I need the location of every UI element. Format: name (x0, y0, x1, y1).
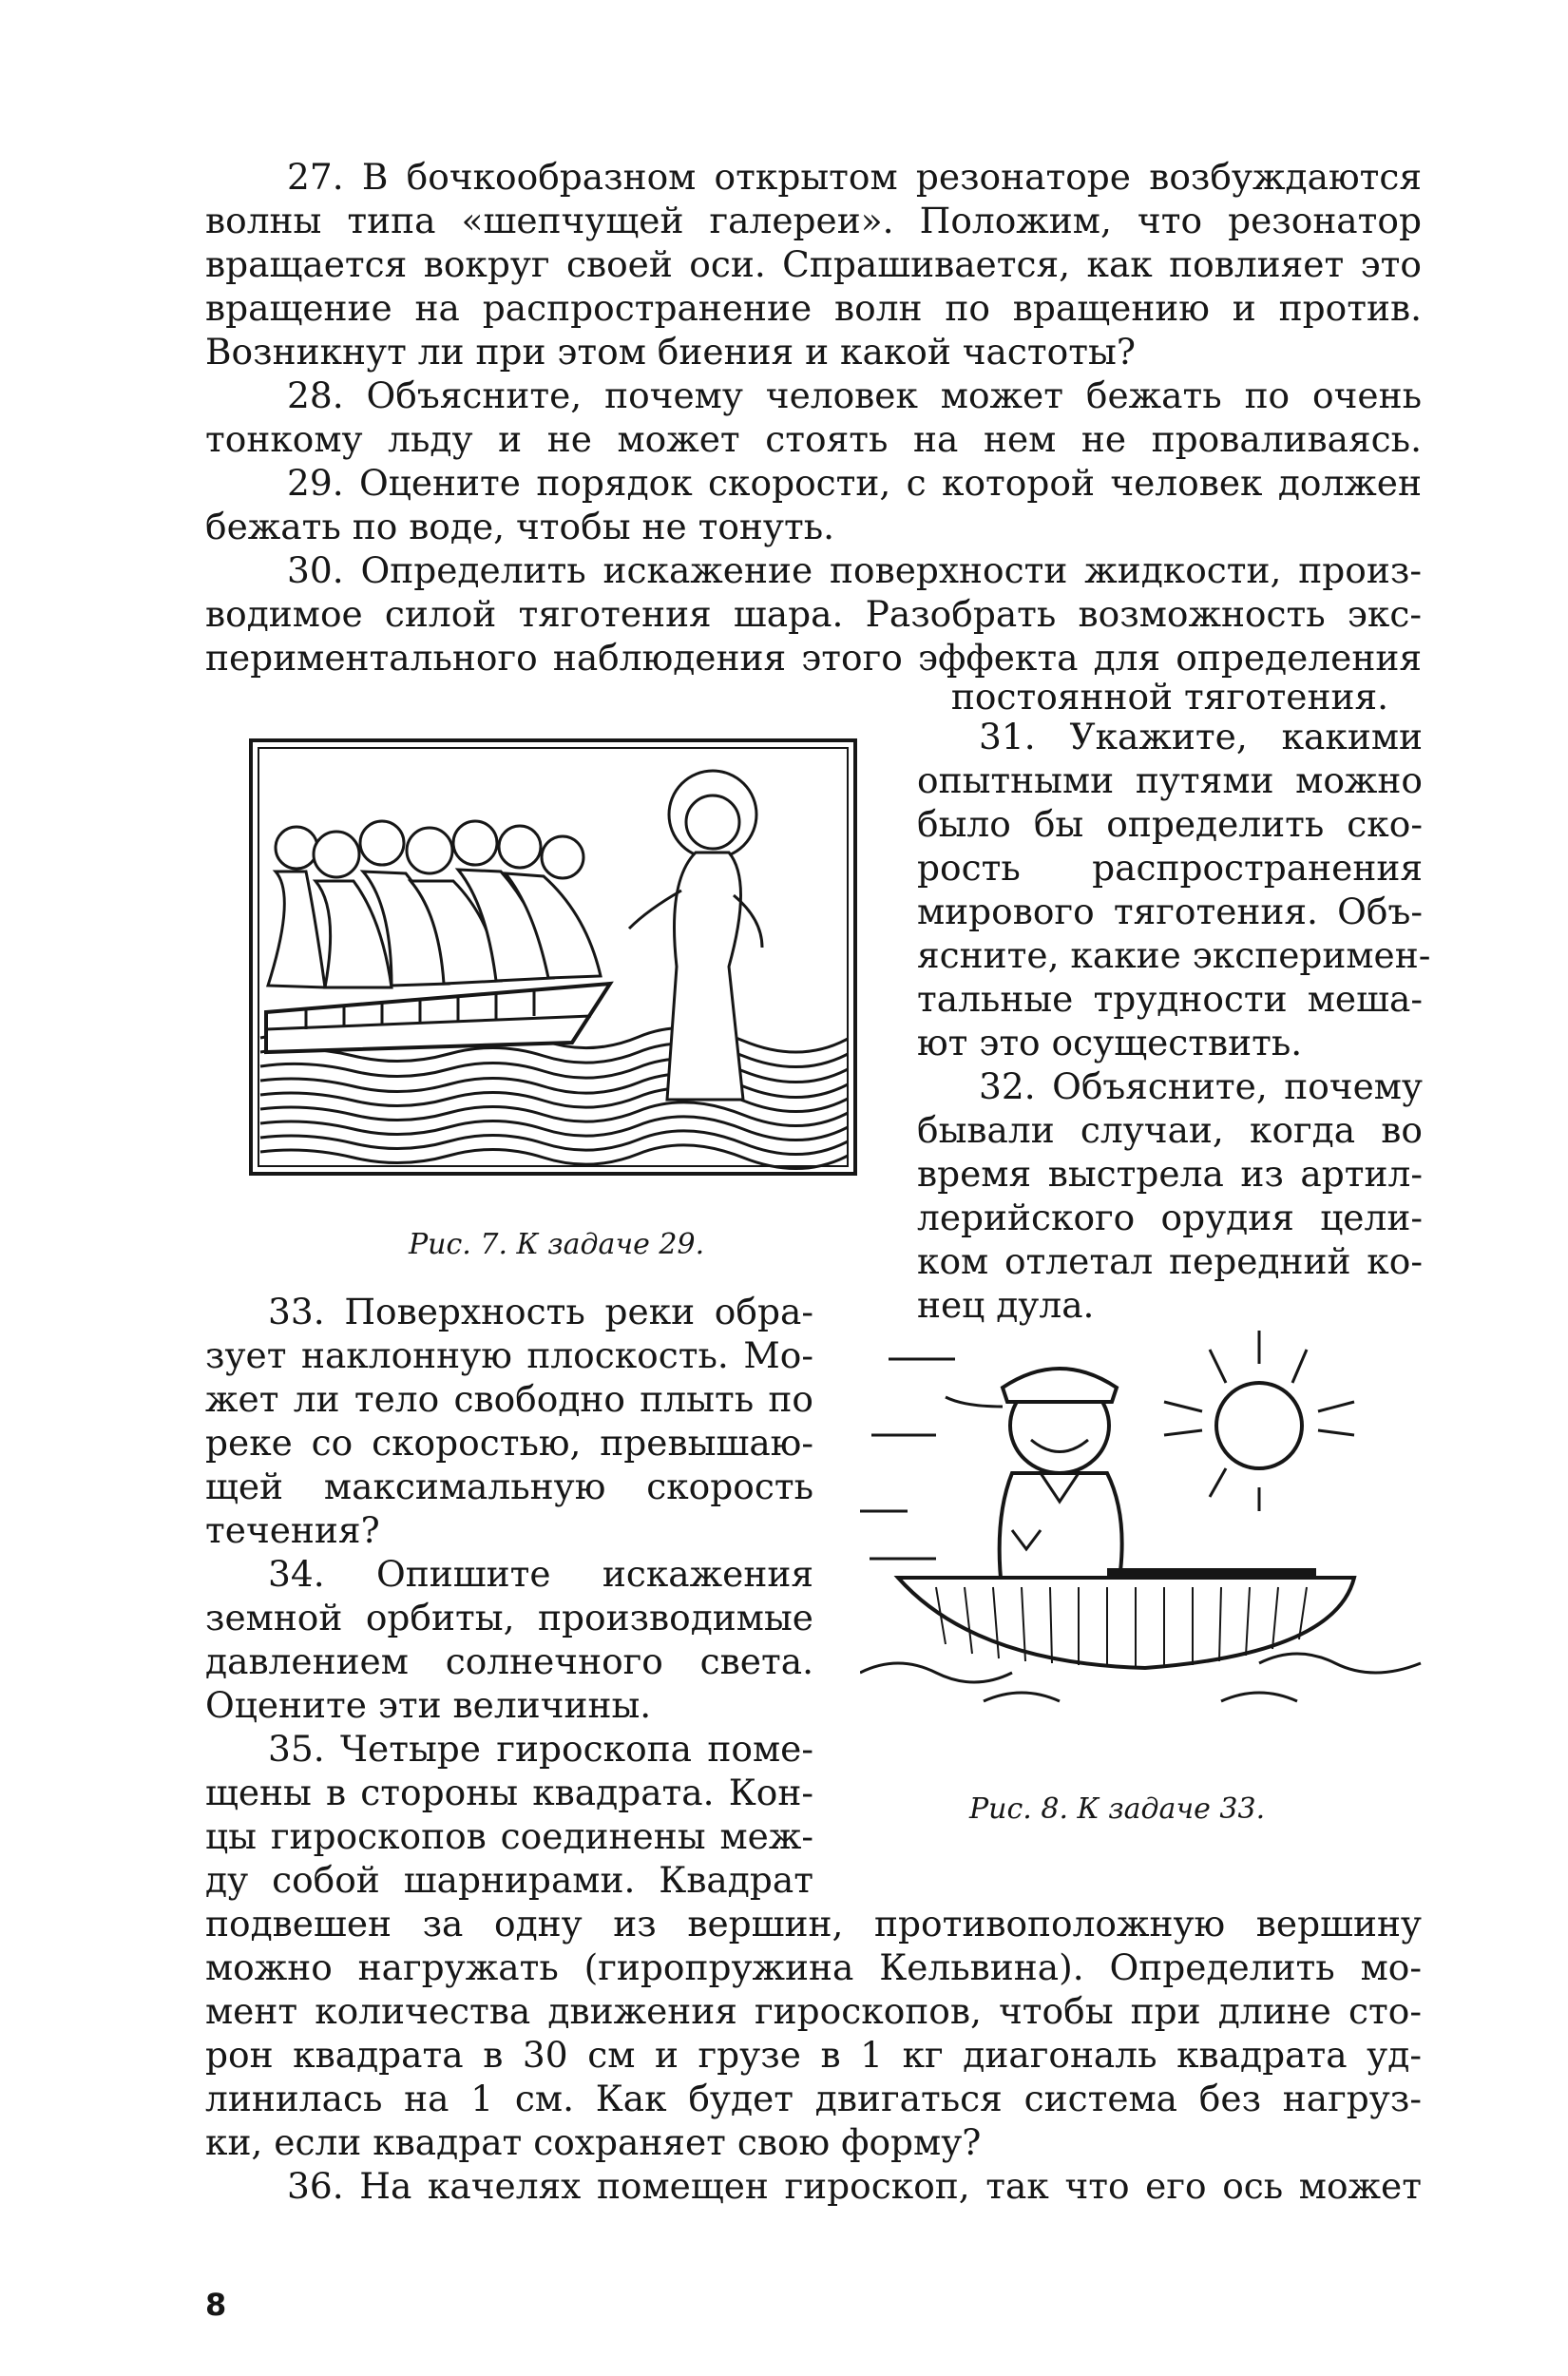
problem-35-line-8: рон квадрата в 30 см и грузе в 1 кг диагональ квадрата уд- (205, 2034, 1422, 2076)
problem-34-line-3: давлением солнечного света. (205, 1640, 813, 1682)
problem-34-line-1: 34. Опишите искажения (268, 1553, 813, 1595)
problem-31-line-5: мирового тяготения. Объ- (917, 891, 1423, 932)
figure-8-caption: Рис. 8. К задаче 33. (969, 1792, 1266, 1826)
problem-30-line-2: водимое силой тяготения шара. Разобрать возможность экс- (205, 593, 1422, 635)
problem-33-line-4: реке со скоростью, превышаю- (205, 1422, 813, 1464)
problem-28-line-2: тонкому льду и не может стоять на нем не проваливаясь. (205, 418, 1422, 460)
problem-31-line-7: тальные трудности меша- (917, 978, 1423, 1020)
page-number: 8 (205, 2287, 227, 2323)
problem-32-line-1: 32. Объясните, почему (979, 1065, 1423, 1107)
figure-7-caption: Рис. 7. К задаче 29. (409, 1228, 705, 1261)
problem-32-line-6: нец дула. (917, 1284, 1095, 1326)
problem-31-line-6: ясните, какие эксперимен- (917, 934, 1431, 976)
problem-31-line-4: рость распространения (917, 847, 1423, 889)
problem-27-line-5: Возникнут ли при этом биения и какой частоты? (205, 331, 1136, 373)
problem-35-line-9: линилась на 1 см. Как будет двигаться система без нагруз- (205, 2078, 1422, 2119)
problem-31-line-2: опытными путями можно (917, 759, 1423, 801)
problem-33-line-6: течения? (205, 1509, 380, 1551)
figure-8-illustration (860, 1312, 1430, 1730)
problem-27-line-1: 27. В бочкообразном открытом резонаторе возбуждаются (287, 156, 1422, 198)
problem-35-line-7: мент количества движения гироскопов, чтобы при длине сто- (205, 1990, 1422, 2032)
problem-35-line-5: подвешен за одну из вершин, противоположную вершину (205, 1903, 1422, 1945)
problem-35-line-4: ду собой шарнирами. Квадрат (205, 1859, 813, 1901)
problem-31-line-3: было бы определить ско- (917, 803, 1423, 845)
problem-28-line-1: 28. Объясните, почему человек может бежать по очень (287, 374, 1422, 416)
problem-30-line-4: постоянной тяготения. (950, 676, 1389, 718)
problem-27-line-2: волны типа «шепчущей галереи». Положим, что резонатор (205, 200, 1422, 241)
problem-34-line-4: Оцените эти величины. (205, 1684, 652, 1726)
problem-29-line-1: 29. Оцените порядок скорости, с которой человек должен (287, 462, 1422, 504)
problem-32-line-2: бывали случаи, когда во (917, 1109, 1423, 1151)
problem-31-line-1: 31. Укажите, какими (979, 716, 1423, 757)
problem-30-line-1: 30. Определить искажение поверхности жидкости, произ- (287, 549, 1422, 591)
figure-7-illustration (249, 738, 857, 1176)
problem-31-line-8: ют это осуществить. (917, 1022, 1303, 1063)
problem-35-line-2: щены в стороны квадрата. Кон- (205, 1772, 813, 1813)
problem-30-line-3: периментального наблюдения этого эффекта для определения (205, 637, 1422, 679)
problem-27-line-3: вращается вокруг своей оси. Спрашивается, как повлияет это (205, 243, 1422, 285)
problem-33-line-2: зует наклонную плоскость. Мо- (205, 1334, 813, 1376)
problem-35-line-6: можно нагружать (гиропружина Кельвина). Определить мо- (205, 1946, 1422, 1988)
problem-33-line-3: жет ли тело свободно плыть по (205, 1378, 813, 1420)
problem-33-line-5: щей максимальную скорость (205, 1466, 813, 1507)
problem-33-line-1: 33. Поверхность реки обра- (268, 1291, 813, 1332)
problem-35-line-3: цы гироскопов соединены меж- (205, 1815, 813, 1857)
problem-35-line-1: 35. Четыре гироскопа поме- (268, 1728, 813, 1770)
problem-32-line-4: лерийского орудия цели- (917, 1197, 1423, 1238)
problem-36-line-1: 36. На качелях помещен гироскоп, так что его ось может (287, 2165, 1422, 2207)
problem-29-line-2: бежать по воде, чтобы не тонуть. (205, 506, 835, 547)
problem-35-line-10: ки, если квадрат сохраняет свою форму? (205, 2121, 982, 2163)
problem-27-line-4: вращение на распространение волн по вращению и против. (205, 287, 1422, 329)
problem-32-line-5: ком отлетал передний ко- (917, 1240, 1423, 1282)
problem-34-line-2: земной орбиты, производимые (205, 1597, 813, 1638)
problem-32-line-3: время выстрела из артил- (917, 1153, 1423, 1195)
